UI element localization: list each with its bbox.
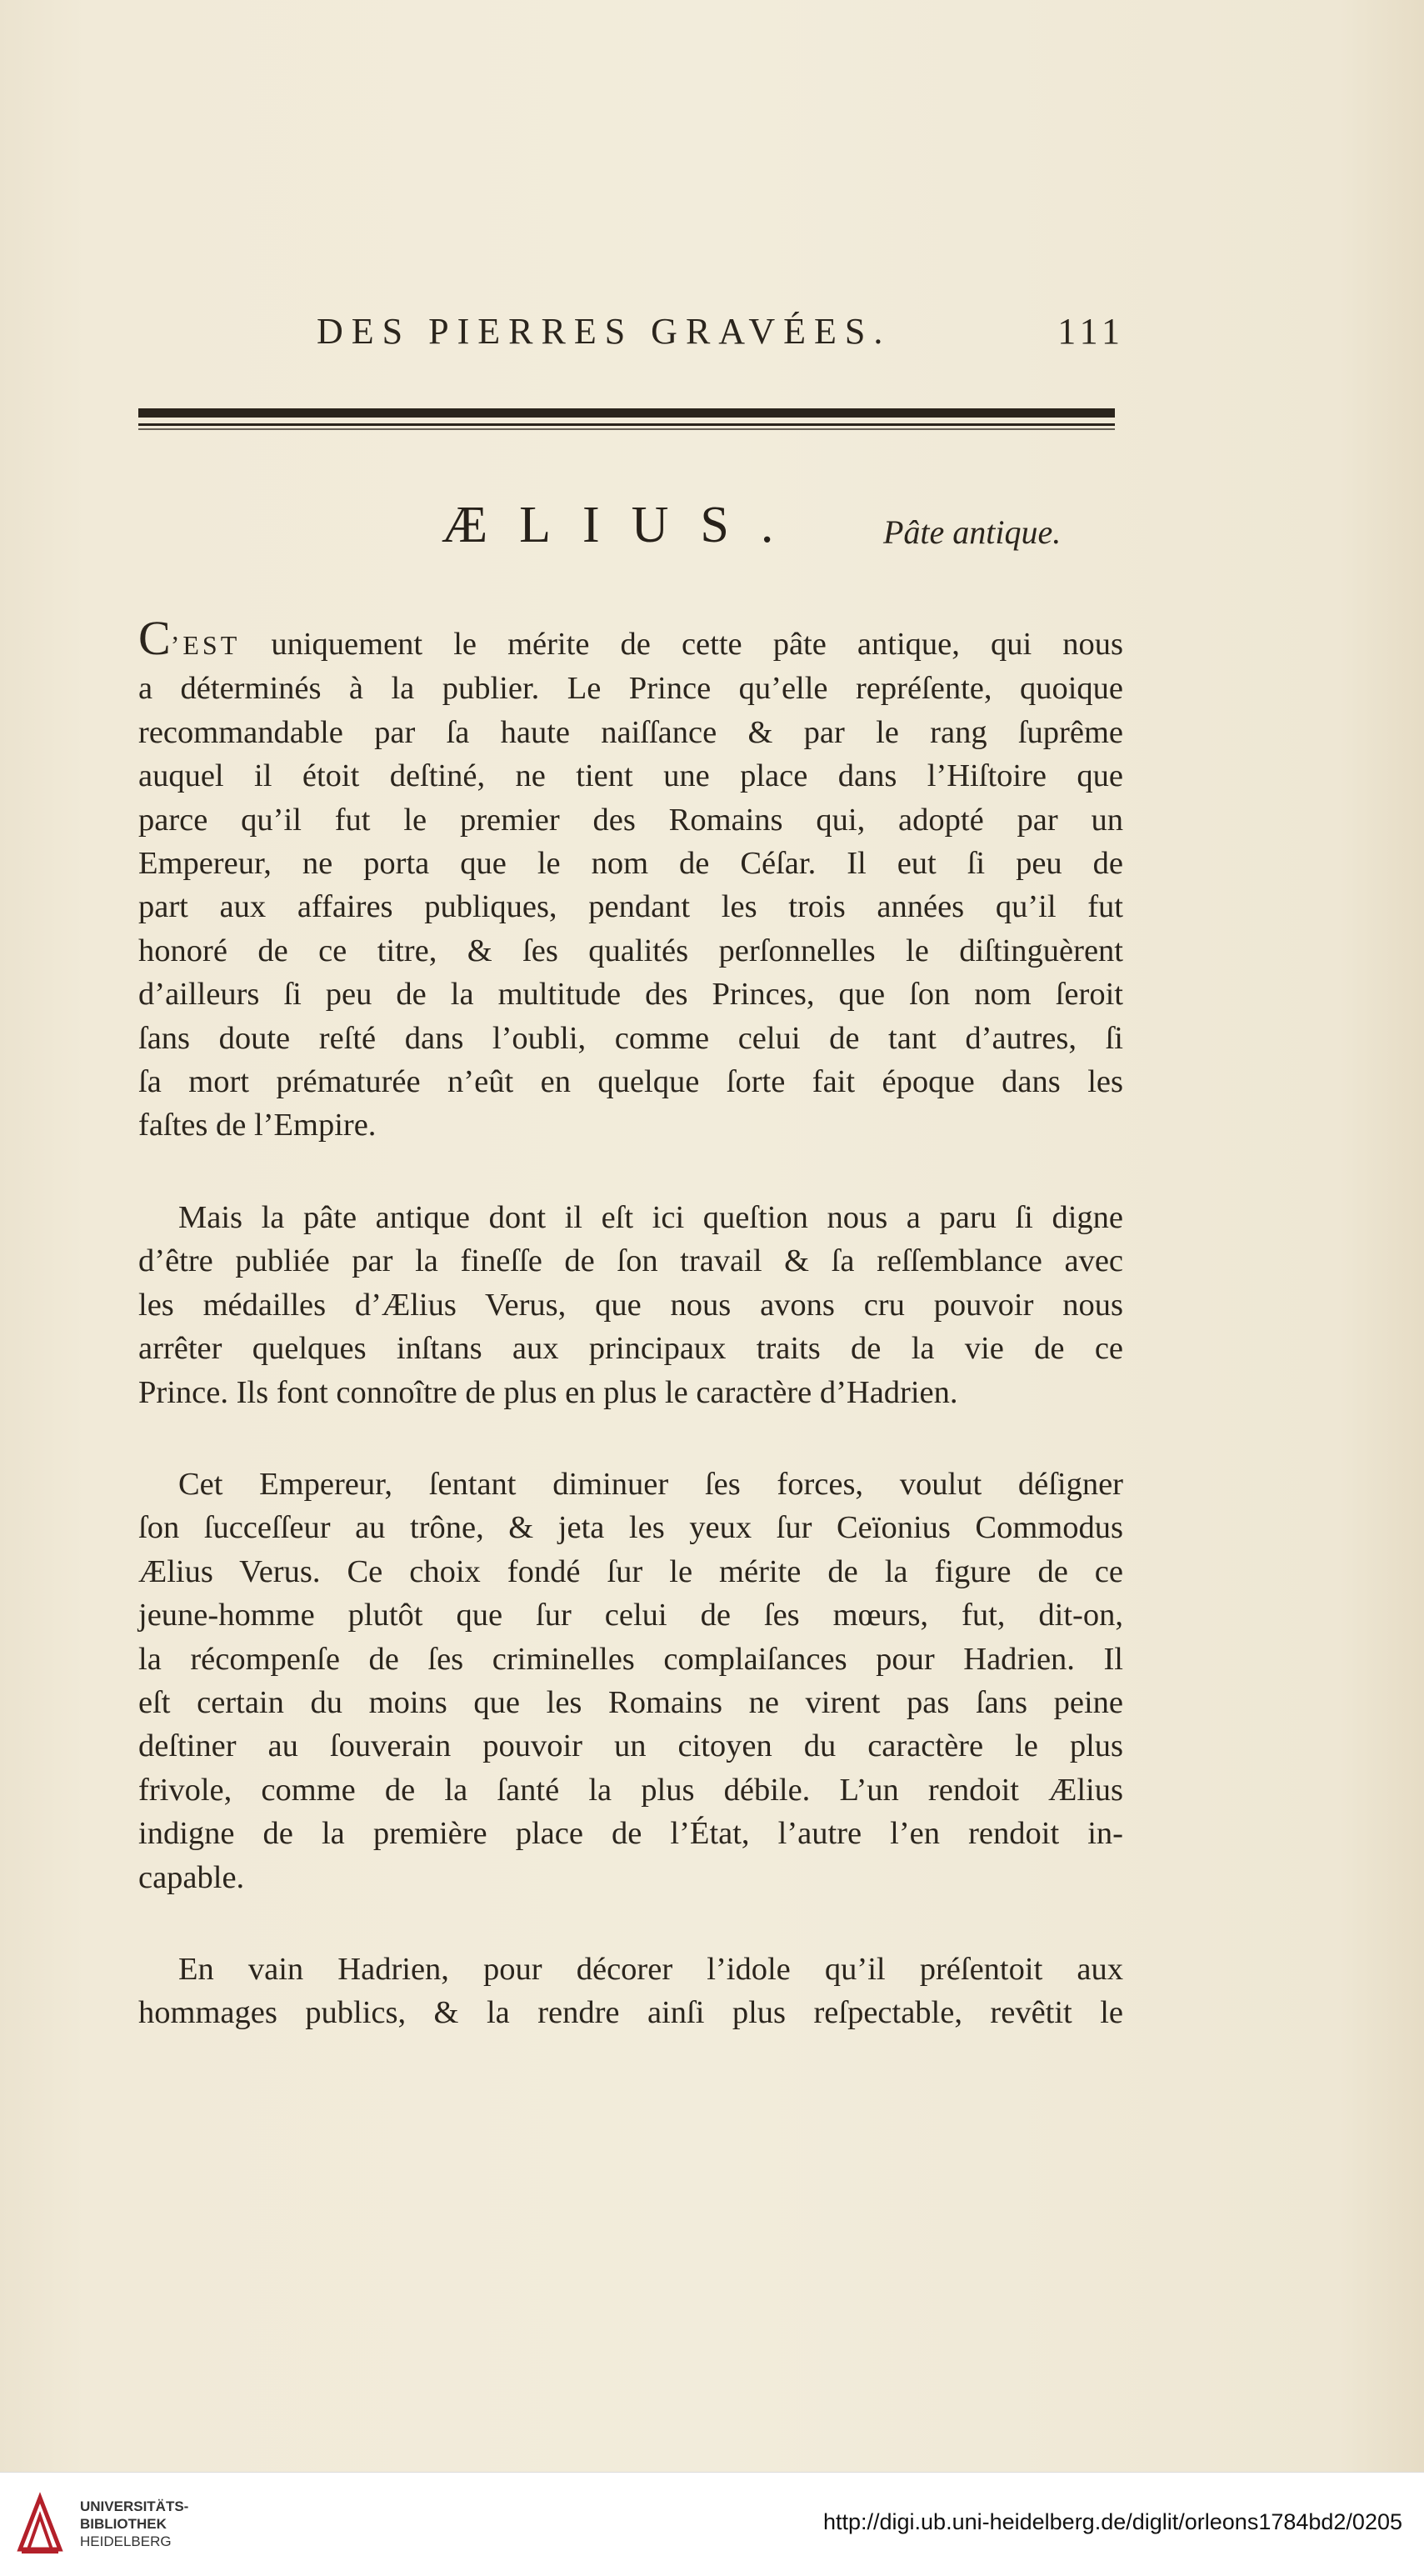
permalink-url[interactable]: http://digi.ub.uni-heidelberg.de/diglit/orleons1784bd2/0205	[822, 2509, 1402, 2534]
text-line: Empereur, ne porta que le nom de Céſar. Il eut ſi peu de	[138, 846, 1123, 882]
text-line: ſans doute reſté dans l’oubli, comme celui de tant d’autres, ſi	[138, 1020, 1123, 1056]
body-text	[138, 611, 1123, 2083]
text-line: d’être publiée par la fineſſe de ſon travail & ſa reſſemblance avec	[138, 1243, 1123, 1279]
heading-subtitle: Pâte antique.	[883, 513, 1062, 551]
library-name-line: HEIDELBERG	[80, 2533, 172, 2549]
drop-cap: C	[138, 611, 171, 665]
text-line: En vain Hadrien, pour décorer l’idole qu’il préſentoit aux	[178, 1951, 1123, 1987]
paragraph-3	[138, 1463, 1123, 1899]
text-line: ſon ſucceſſeur au trône, & jeta les yeux ſur Ceïonius Commodus	[138, 1510, 1123, 1546]
text-line: Cet Empereur, ſentant diminuer ſes forces, voulut déſigner	[178, 1466, 1123, 1502]
text-line: Mais la pâte antique dont il eſt ici queſtion nous a paru ſi digne	[178, 1199, 1123, 1235]
text-line: indigne de la première place de l’État, l’autre l’en rendoit in-	[138, 1816, 1123, 1852]
text-line: hommages publics, & la rendre ainſi plus reſpectable, revêtit le	[138, 1995, 1123, 2031]
text-line: d’ailleurs ſi peu de la multitude des Princes, que ſon nom ſeroit	[138, 977, 1123, 1013]
text-line: auquel il étoit deſtiné, ne tient une place dans l’Hiſtoire que	[138, 758, 1123, 794]
text-line: C’EST uniquement le mérite de cette pâte antique, qui nous	[138, 611, 1123, 665]
heidelberg-library-logo-icon[interactable]	[15, 2491, 65, 2558]
page-number: 111	[1057, 311, 1125, 352]
text-line: honoré de ce titre, & ſes qualités perſonnelles le diſtinguèrent	[138, 933, 1123, 968]
paragraph-1	[138, 611, 1123, 1148]
text-line: part aux affaires publiques, pendant les trois années qu’il fut	[138, 889, 1123, 925]
text-line: parce qu’il fut le premier des Romains qui, adopté par un	[138, 802, 1123, 838]
text-line: Ælius Verus. Ce choix fondé ſur le mérite de la figure de ce	[138, 1553, 1123, 1589]
running-head-title: DES PIERRES GRAVÉES.	[317, 311, 892, 352]
text-line: capable.	[138, 1859, 245, 1895]
header-rule-thin	[138, 423, 1115, 426]
text-line: eſt certain du moins que les Romains ne virent pas ſans peine	[138, 1684, 1123, 1720]
text-line: arrêter quelques inſtans aux principaux traits de la vie de ce	[138, 1331, 1123, 1367]
text-line: frivole, comme de la ſanté la plus débile. L’un rendoit Ælius	[138, 1772, 1123, 1808]
library-name	[80, 2498, 188, 2550]
digital-library-footer	[0, 2472, 1424, 2576]
paragraph-4	[138, 1948, 1123, 2035]
text-line: a déterminés à la publier. Le Prince qu’elle repréſente, quoique	[138, 671, 1123, 707]
section-heading	[442, 496, 1125, 563]
small-caps-word: ’EST	[170, 630, 241, 660]
text-line: faſtes de l’Empire.	[138, 1108, 377, 1143]
text-line: recommandable par ſa haute naiſſance & par le rang ſuprême	[138, 714, 1123, 750]
text-line: Prince. Ils font connoître de plus en plus le caractère d’Hadrien.	[138, 1374, 958, 1410]
library-name-line: BIBLIOTHEK	[80, 2516, 167, 2532]
paragraph-2	[138, 1196, 1123, 1414]
text-line: la récompenſe de ſes criminelles complaiſances pour Hadrien. Il	[138, 1641, 1123, 1677]
library-name-line: UNIVERSITÄTS-	[80, 2498, 189, 2514]
header-rule-thick	[138, 408, 1115, 418]
text-line: jeune-homme plutôt que ſur celui de ſes mœurs, fut, dit-on,	[138, 1598, 1123, 1633]
text-line: les médailles d’Ælius Verus, que nous avons cru pouvoir nous	[138, 1287, 1123, 1323]
header-rule-hairline	[138, 428, 1115, 430]
heading-name: ÆLIUS.	[442, 497, 806, 553]
text-line: ſa mort prématurée n’eût en quelque ſorte fait époque dans les	[138, 1064, 1123, 1100]
text-line: deſtiner au ſouverain pouvoir un citoyen du caractère le plus	[138, 1728, 1123, 1764]
